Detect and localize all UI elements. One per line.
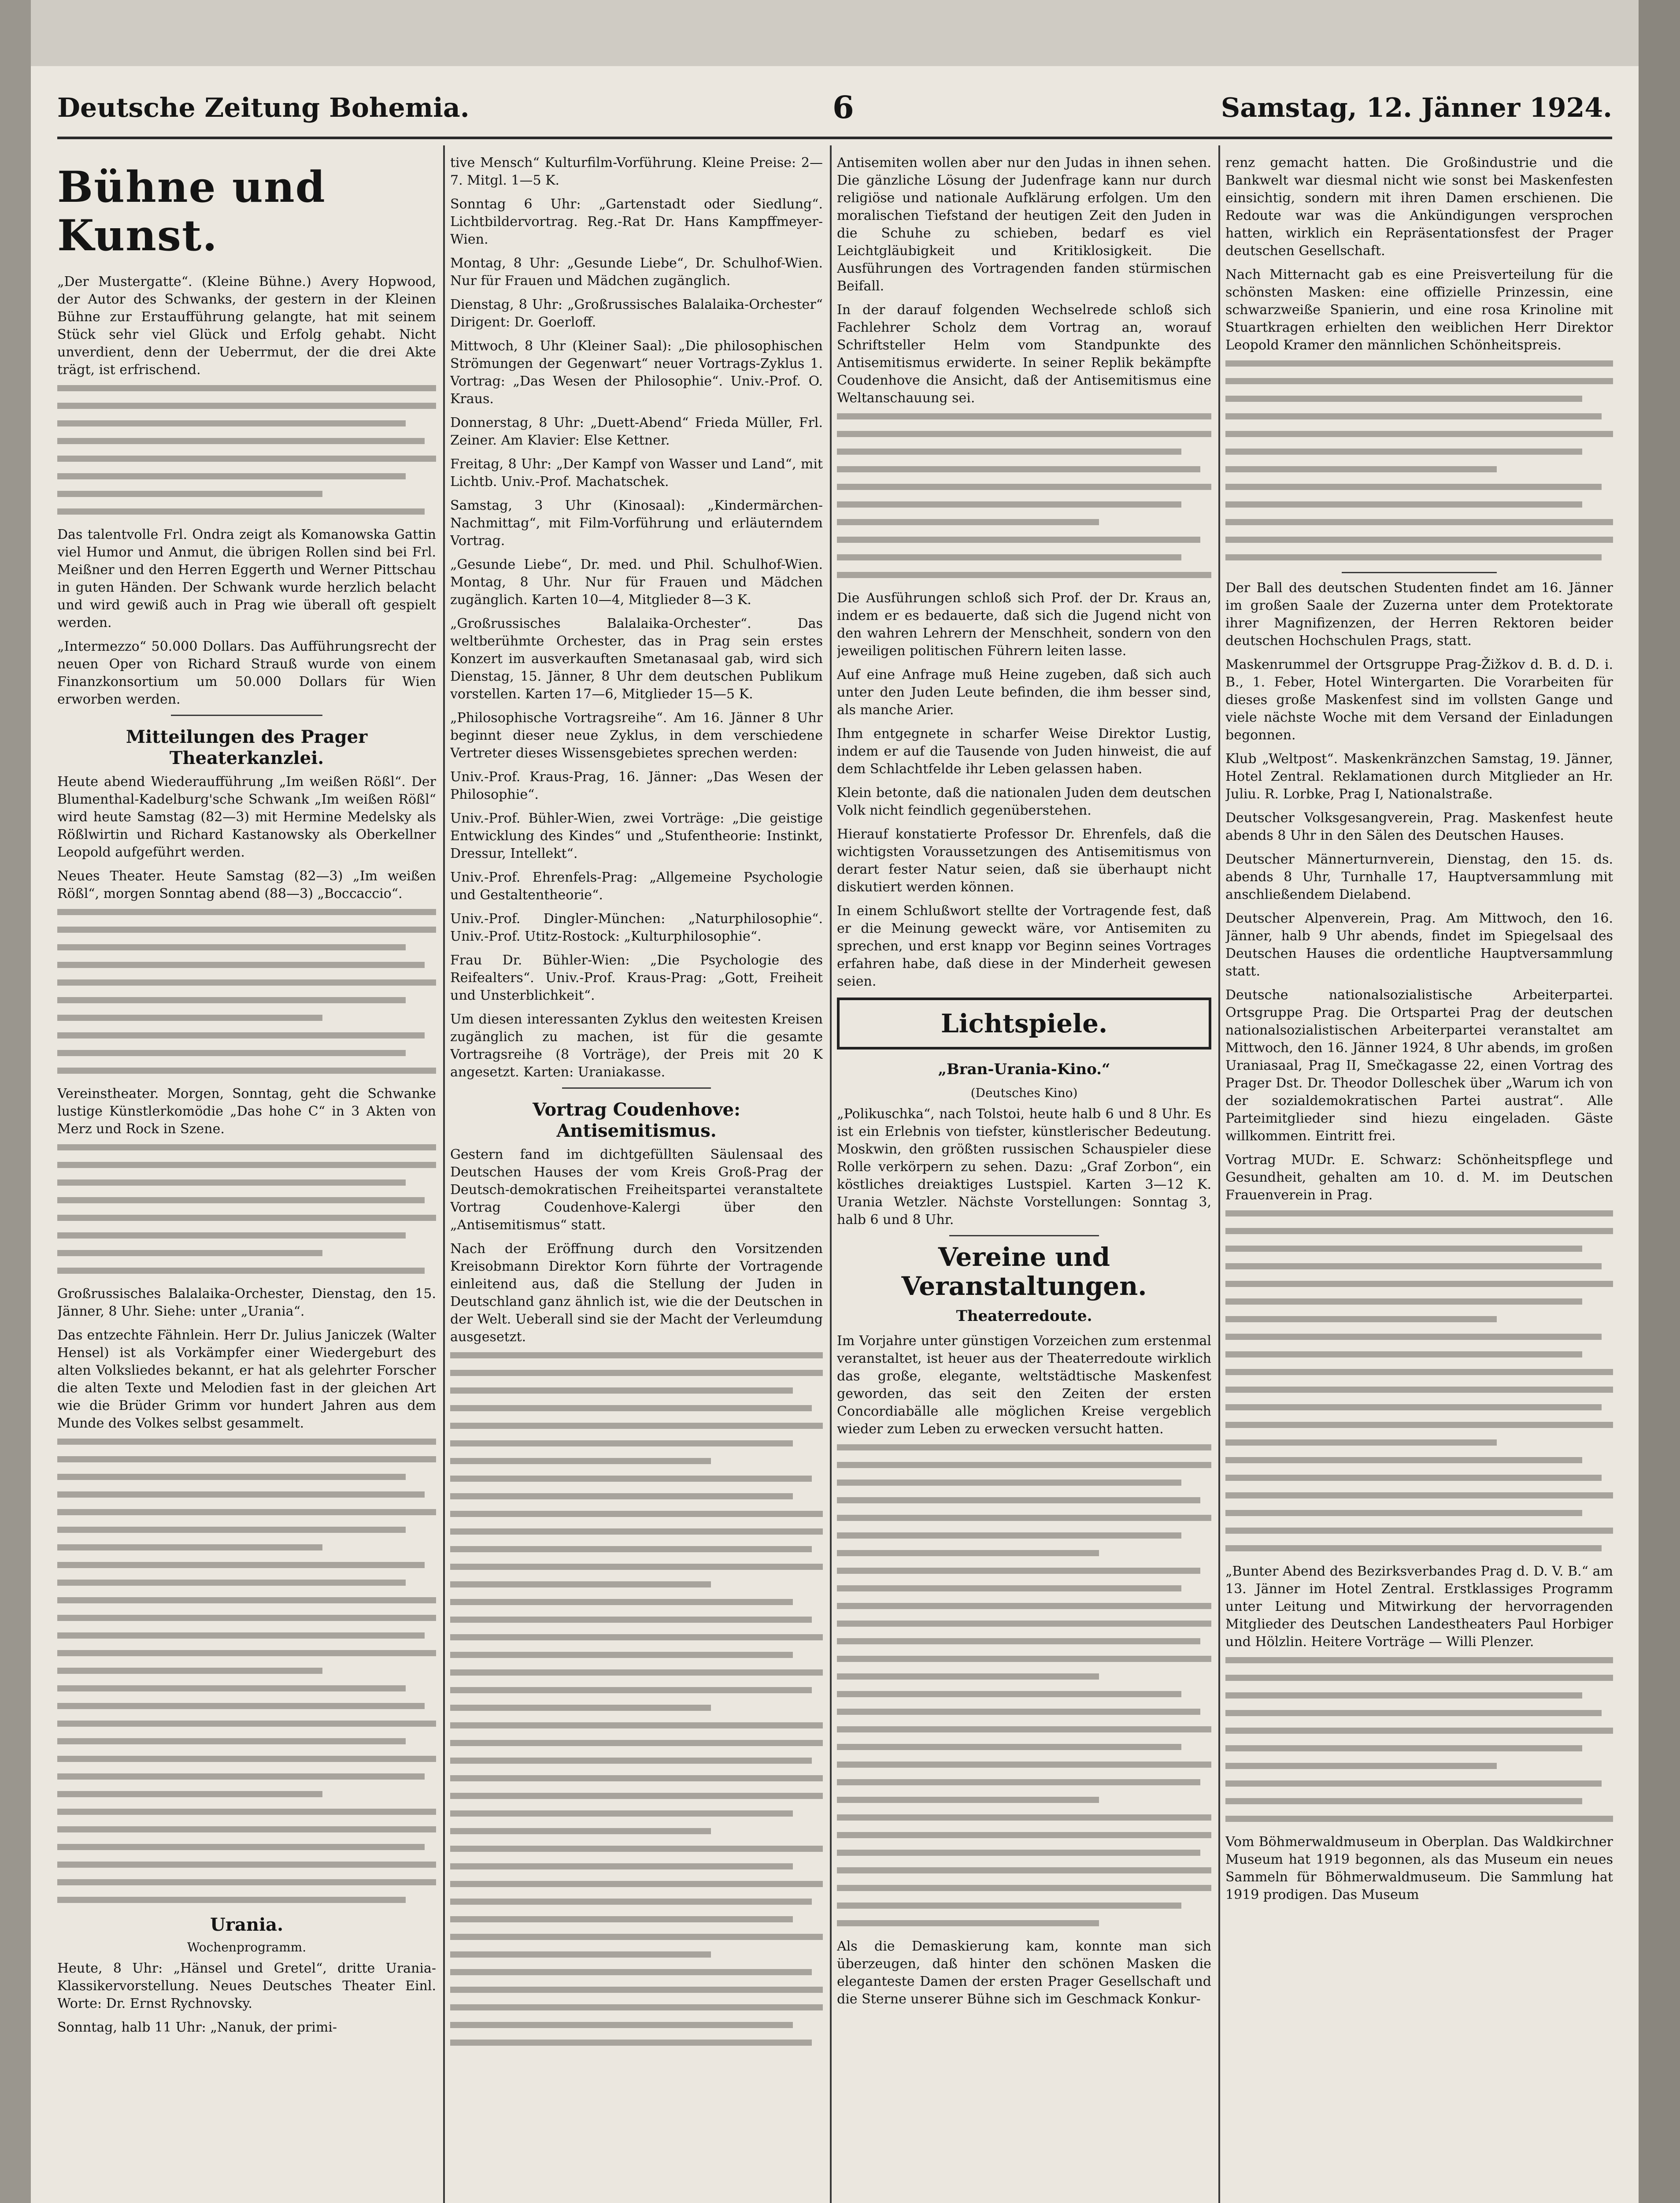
divider: [1342, 572, 1497, 573]
column-divider: [830, 145, 832, 2203]
article-paragraph: Das talentvolle Frl. Ondra zeigt als Komanowska Gattin viel Humor und Anmut, die übrigen Rollen sind bei Frl. Meißner und den Herren Eggerth und Werner Pittschau in guten Händen. Der Schwank wurde herzlich belacht und wird gewiß auch in Prag wie überall oft gespielt werden.: [57, 527, 436, 630]
illegible-text-block: [57, 385, 436, 515]
article-paragraph: Um diesen interessanten Zyklus den weitesten Kreisen zugänglich zu machen, ist für die gesamte Vortragsreihe (8 Vorträge), der Preis mit 20 K angesetzt. Karten: Uraniakasse.: [450, 1012, 823, 1080]
article-paragraph: Großrussisches Balalaika-Orchester, Dienstag, den 15. Jänner, 8 Uhr. Siehe: unter „Urania“.: [57, 1286, 436, 1319]
notice: Klub „Weltpost“. Maskenkränzchen Samstag, 19. Jänner, Hotel Zentral. Reklamationen durch Mitglieder an Hr. Juliu. R. Lorbke, Prag I, Nationalstraße.: [1225, 751, 1613, 802]
column-4: [1225, 154, 1613, 2203]
article-paragraph: Freitag, 8 Uhr: „Der Kampf von Wasser und Land“, mit Lichtb. Univ.-Prof. Machatschek.: [450, 456, 823, 490]
divider: [949, 1235, 1099, 1236]
article-paragraph: Heute, 8 Uhr: „Hänsel und Gretel“, dritte Urania-Klassikervorstellung. Neues Deutsches Theater Einl. Worte: Dr. Ernst Rychnovsky.: [57, 1961, 436, 2011]
divider: [171, 715, 322, 716]
article-paragraph: In einem Schlußwort stellte der Vortragende fest, daß er die Meinung geweckt wäre, vor Antisemiten zu sprechen, und erst knapp vor Beginn seines Vortrages erfahren habe, daß diese in der Minderheit gewesen seien.: [837, 903, 1211, 989]
article-paragraph: Das entzechte Fähnlein. Herr Dr. Julius Janiczek (Walter Hensel) ist als Vorkämpfer einer Wiedergeburt des alten Volksliedes bekannt, er hat als gelehrter Forscher die alten Texte und Melodien fast in der gleichen Art wie die Brüder Grimm vor hundert Jahren aus dem Munde des Volkes selbst gesammelt.: [57, 1328, 436, 1431]
article-paragraph: Hierauf konstatierte Professor Dr. Ehrenfels, daß die wichtigsten Voraussetzungen des Antisemitismus von derart fester Natur seien, daß sie überhaupt nicht diskutiert werden können.: [837, 827, 1211, 895]
column-3: [837, 154, 1211, 2203]
notice: Maskenrummel der Ortsgruppe Prag-Žižkov d. B. d. D. i. B., 1. Feber, Hotel Wintergarten. Die Vorarbeiten für dieses große Maskenfest sind im vollsten Gange und viele nächste Woche mit dem Versand der Einladungen begonnen.: [1225, 657, 1613, 743]
notice: Vom Böhmerwaldmuseum in Oberplan. Das Waldkirchner Museum hat 1919 begonnen, als das Museum ein neues Sammeln für Böhmerwaldmuseum. Die Sammlung hat 1919 prodigen. Das Museum: [1225, 1834, 1613, 1903]
article-paragraph: Mittwoch, 8 Uhr (Kleiner Saal): „Die philosophischen Strömungen der Gegenwart“ neuer Vortrags-Zyklus 1. Vortrag: „Das Wesen der Philosophie“. Univ.-Prof. O. Kraus.: [450, 338, 823, 407]
article-paragraph: „Intermezzo“ 50.000 Dollars. Das Aufführungsrecht der neuen Oper von Richard Strauß wurde von einem Finanzkonsortium um 50.000 Dollars für Wien erworben werden.: [57, 639, 436, 707]
events-section-title: Vereine und Veranstaltungen.: [901, 1242, 1147, 1301]
section-title: Bühne und Kunst.: [57, 162, 326, 260]
subsection-title: Mitteilungen des Prager Theaterkanzlei.: [126, 727, 368, 768]
illegible-text-block: [450, 1352, 823, 2046]
article-paragraph: Neues Theater. Heute Samstag (82—3) „Im weißen Rößl“, morgen Sonntag abend (88—3) „Boccaccio“.: [57, 868, 436, 901]
article-paragraph: Gestern fand im dichtgefüllten Säulensaal des Deutschen Hauses der vom Kreis Groß-Prag der Deutsch-demokratischen Freiheitspartei veranstaltete Vortrag Coudenhove-Kalergi über den „Antisemitismus“ statt.: [450, 1147, 823, 1233]
article-paragraph: Univ.-Prof. Bühler-Wien, zwei Vorträge: „Die geistige Entwicklung des Kindes“ und „Stufentheorie: Instinkt, Dressur, Intellekt“.: [450, 811, 823, 861]
cinema-section-title: Lichtspiele.: [940, 1009, 1108, 1038]
page-number: 6: [833, 89, 854, 126]
notice: Deutsche nationalsozialistische Arbeiterpartei. Ortsgruppe Prag. Die Ortspartei Prag der deutschen nationalsozialistischen Arbeiterpartei veranstaltet am Mittwoch, den 16. Jänner 1924, 8 Uhr abends, im großen Uraniasaal, Prag II, Smečkagasse 22, einen Vortrag des Prager Dst. Dr. Theodor Dolleschek über „Warum ich von der sozialdemokratischen Partei austrat“. Alle Parteimitglieder sind hiezu eingeladen. Gäste willkommen. Eintritt frei.: [1225, 987, 1613, 1144]
article-paragraph: Ihm entgegnete in scharfer Weise Direktor Lustig, indem er auf die Tausende von Juden hinweist, die auf dem Schlachtfelde ihr Leben gelassen haben.: [837, 726, 1211, 777]
notice: Vortrag MUDr. E. Schwarz: Schönheitspflege und Gesundheit, gehalten am 10. d. M. im Deutschen Frauenverein in Prag.: [1225, 1152, 1613, 1203]
article-paragraph: Die Ausführungen schloß sich Prof. der Dr. Kraus an, indem er es bedauerte, daß sich die Jugend nicht von den wahren Lehrern der Menschheit, sondern von den jeweiligen politischen Führern leiten lasse.: [837, 590, 1211, 659]
illegible-text-block: [837, 413, 1211, 578]
article-paragraph: „Großrussisches Balalaika-Orchester“. Das weltberühmte Orchester, das in Prag sein erstes Konzert im ausverkauften Smetanasaal gab, wird sich Dienstag, 15. Jänner, 8 Uhr dem deutschen Publikum vorstellen. Karten 17—6, Mitglieder 15—5 K.: [450, 616, 823, 702]
notice: Deutscher Alpenverein, Prag. Am Mittwoch, den 16. Jänner, halb 9 Uhr abends, findet im Spiegelsaal des Deutschen Hauses die ordentliche Hauptversammlung statt.: [1225, 911, 1613, 979]
article-paragraph: Im Vorjahre unter günstigen Vorzeichen zum erstenmal veranstaltet, ist heuer aus der Theaterredoute wirklich das große, elegante, weltstädtische Maskenfest geworden, das seit den Zeiten der ersten Concordiabälle alle möglichen Kreise vergeblich wieder zum Leben zu erwecken versucht hatten.: [837, 1333, 1211, 1437]
header-rule: [57, 137, 1612, 139]
article-paragraph: Samstag, 3 Uhr (Kinosaal): „Kindermärchen-Nachmittag“, mit Film-Vorführung und erläuterndem Vortrag.: [450, 498, 823, 549]
page-header: [57, 84, 1612, 137]
article-paragraph: Vereinstheater. Morgen, Sonntag, geht die Schwanke lustige Künstlerkomödie „Das hohe C“ in 3 Akten von Merz und Rock in Szene.: [57, 1086, 436, 1137]
illegible-text-block: [57, 1144, 436, 1274]
column-divider: [1218, 145, 1220, 2203]
scan-top-margin: [0, 0, 1680, 66]
newspaper-name: Deutsche Zeitung Bohemia.: [57, 93, 470, 123]
article-paragraph: Dienstag, 8 Uhr: „Großrussisches Balalaika-Orchester“ Dirigent: Dr. Goerloff.: [450, 297, 823, 330]
notice: „Bunter Abend des Bezirksverbandes Prag d. D. V. B.“ am 13. Jänner im Hotel Zentral. Erstklassiges Programm unter Leitung und Mitwirkung der hervorragenden Mitglieder des Deutschen Landestheaters Paul Horbiger und Hölzlin. Heitere Vorträge — Willi Plenzer.: [1225, 1564, 1613, 1650]
article-paragraph: Nach Mitternacht gab es eine Preisverteilung für die schönsten Masken: eine offizielle Prinzessin, eine schwarzweiße Spanierin, und eine rosa Krinoline mit Stuartkragen erhielten den weiblichen Herr Direktor Leopold Kramer den männlichen Schönheitspreis.: [1225, 267, 1613, 353]
cinema-subtitle: (Deutsches Kino): [970, 1086, 1078, 1100]
urania-title: Urania.: [210, 1914, 283, 1935]
cinema-box: [837, 998, 1211, 1050]
illegible-text-block: [837, 1444, 1211, 1926]
newspaper-page: [31, 66, 1639, 2203]
scan-left-edge: [0, 0, 31, 2203]
events-subtitle: Theaterredoute.: [956, 1307, 1092, 1325]
illegible-text-block: [57, 1439, 436, 1903]
cinema-name: „Bran-Urania-Kino.“: [938, 1061, 1110, 1078]
article-paragraph: Univ.-Prof. Ehrenfels-Prag: „Allgemeine Psychologie und Gestaltentheorie“.: [450, 870, 823, 903]
scan-right-edge: [1639, 0, 1680, 2203]
article-paragraph: Nach der Eröffnung durch den Vorsitzenden Kreisobmann Direktor Korn führte der Vortragende einleitend aus, daß die Stellung der Juden in Deutschland ganz ähnlich ist, wie die der Deutschen in der Welt. Ueberall sind sie der Macht der Verleumdung ausgesetzt.: [450, 1241, 823, 1345]
article-paragraph: Montag, 8 Uhr: „Gesunde Liebe“, Dr. Schulhof-Wien. Nur für Frauen und Mädchen zugänglich.: [450, 256, 823, 289]
article-paragraph: Heute abend Wiederaufführung „Im weißen Rößl“. Der Blumenthal-Kadelburg'sche Schwank „Im weißen Rößl“ wird heute Samstag (82—3) mit Hermine Medelsky als Rößlwirtin und Richard Kastanowsky als Oberkellner Leopold aufgeführt werden.: [57, 774, 436, 860]
article-paragraph: Sonntag, halb 11 Uhr: „Nanuk, der primi-: [57, 2020, 337, 2035]
article-paragraph: In der darauf folgenden Wechselrede schloß sich Fachlehrer Scholz dem Vortrag an, worauf Schriftsteller Helm vom Standpunkte des Antisemitismus erwiderte. In seiner Replik bekämpfte Coudenhove die Ansicht, daß der Antisemitismus eine Weltanschauung sei.: [837, 302, 1211, 406]
article-paragraph: „Der Mustergatte“. (Kleine Bühne.) Avery Hopwood, der Autor des Schwanks, der gestern in der Kleinen Bühne zur Erstaufführung gelangte, hat mit seinem Stück sehr viel Glück und Erfolg gehabt. Nicht unverdient, denn der Ueberrmut, der die drei Akte trägt, ist erfrischend.: [57, 274, 436, 378]
article-title: Vortrag Coudenhove: Antisemitismus.: [533, 1099, 740, 1141]
illegible-text-block: [1225, 360, 1613, 560]
column-2: [450, 154, 823, 2203]
column-1: [57, 154, 436, 2203]
article-paragraph: „Philosophische Vortragsreihe“. Am 16. Jänner 8 Uhr beginnt dieser neue Zyklus, in dem verschiedene Vertreter dieses Wissensgebietes sprechen werden:: [450, 710, 823, 761]
article-paragraph: Donnerstag, 8 Uhr: „Duett-Abend“ Frieda Müller, Frl. Zeiner. Am Klavier: Else Kettner.: [450, 415, 823, 448]
article-paragraph: Univ.-Prof. Dingler-München: „Naturphilosophie“. Univ.-Prof. Utitz-Rostock: „Kulturphilosophie“.: [450, 911, 823, 944]
urania-subtitle: Wochenprogramm.: [187, 1940, 307, 1955]
article-paragraph: tive Mensch“ Kulturfilm-Vorführung. Kleine Preise: 2—7. Mitgl. 1—5 K.: [450, 155, 823, 188]
issue-date: Samstag, 12. Jänner 1924.: [1221, 93, 1612, 123]
article-paragraph: Univ.-Prof. Kraus-Prag, 16. Jänner: „Das Wesen der Philosophie“.: [450, 769, 823, 802]
article-paragraph: „Gesunde Liebe“, Dr. med. und Phil. Schulhof-Wien. Montag, 8 Uhr. Nur für Frauen und Mädchen zugänglich. Karten 10—4, Mitglieder 8—3 K.: [450, 557, 823, 608]
divider: [562, 1087, 711, 1089]
column-divider: [443, 145, 445, 2203]
article-paragraph: Als die Demaskierung kam, konnte man sich überzeugen, daß hinter den schönen Masken die eleganteste Damen der ersten Prager Gesellschaft und die Sterne unserer Bühne sich im Geschmack Konkur-: [837, 1939, 1211, 2007]
article-paragraph: renz gemacht hatten. Die Großindustrie und die Bankwelt war diesmal nicht wie sonst bei Maskenfesten einsichtig, sondern mit ihren Damen erschienen. Die Redoute war was die Ankündigungen versprochen hatten, wirklich ein Repräsentationsfest der Prager deutschen Gesellschaft.: [1225, 155, 1613, 259]
article-paragraph: Frau Dr. Bühler-Wien: „Die Psychologie des Reifealters“. Univ.-Prof. Kraus-Prag: „Gott, Freiheit und Unsterblichkeit“.: [450, 953, 823, 1003]
article-paragraph: Klein betonte, daß die nationalen Juden dem deutschen Volk nicht feindlich gegenüberstehen.: [837, 785, 1211, 818]
article-paragraph: Sonntag 6 Uhr: „Gartenstadt oder Siedlung“. Lichtbildervortrag. Reg.-Rat Dr. Hans Kampffmeyer-Wien.: [450, 197, 823, 247]
notice: Deutscher Männerturnverein, Dienstag, den 15. ds. abends 8 Uhr, Turnhalle 17, Hauptversammlung mit anschließendem Dielabend.: [1225, 852, 1613, 902]
article-paragraph: Antisemiten wollen aber nur den Judas in ihnen sehen. Die gänzliche Lösung der Judenfrage kann nur durch religiöse und nationale Aufklärung erfolgen. Um den moralischen Tiefstand der heutigen Zeit den Juden in die Schuhe zu schieben, bedarf es viel Leichtgläubigkeit und Kritiklosigkeit. Die Ausführungen des Vortragenden fanden stürmischen Beifall.: [837, 155, 1211, 294]
illegible-text-block: [1225, 1210, 1613, 1551]
illegible-text-block: [57, 909, 436, 1074]
illegible-text-block: [1225, 1657, 1613, 1822]
notice: Der Ball des deutschen Studenten findet am 16. Jänner im großen Saale der Zuzerna unter dem Protektorate ihrer Magnifizenzen, der Herren Rektoren beider deutschen Hochschulen Prags, statt.: [1225, 580, 1613, 649]
notice: Deutscher Volksgesangverein, Prag. Maskenfest heute abends 8 Uhr in den Sälen des Deutschen Hauses.: [1225, 810, 1613, 843]
article-paragraph: Auf eine Anfrage muß Heine zugeben, daß sich auch unter den Juden Leute befinden, die ihm besser sind, als manche Arier.: [837, 667, 1211, 718]
cinema-listing: „Polikuschka“, nach Tolstoi, heute halb 6 und 8 Uhr. Es ist ein Erlebnis von tiefster, künstlerischer Bedeutung. Moskwin, den größten russischen Schauspieler diese Rolle verkörpern zu sehen. Dazu: „Graf Zorbon“, ein köstliches dreiaktiges Lustspiel. Karten 3—12 K. Urania Wetzler. Nächste Vorstellungen: Sonntag 3, halb 6 und 8 Uhr.: [837, 1106, 1211, 1228]
